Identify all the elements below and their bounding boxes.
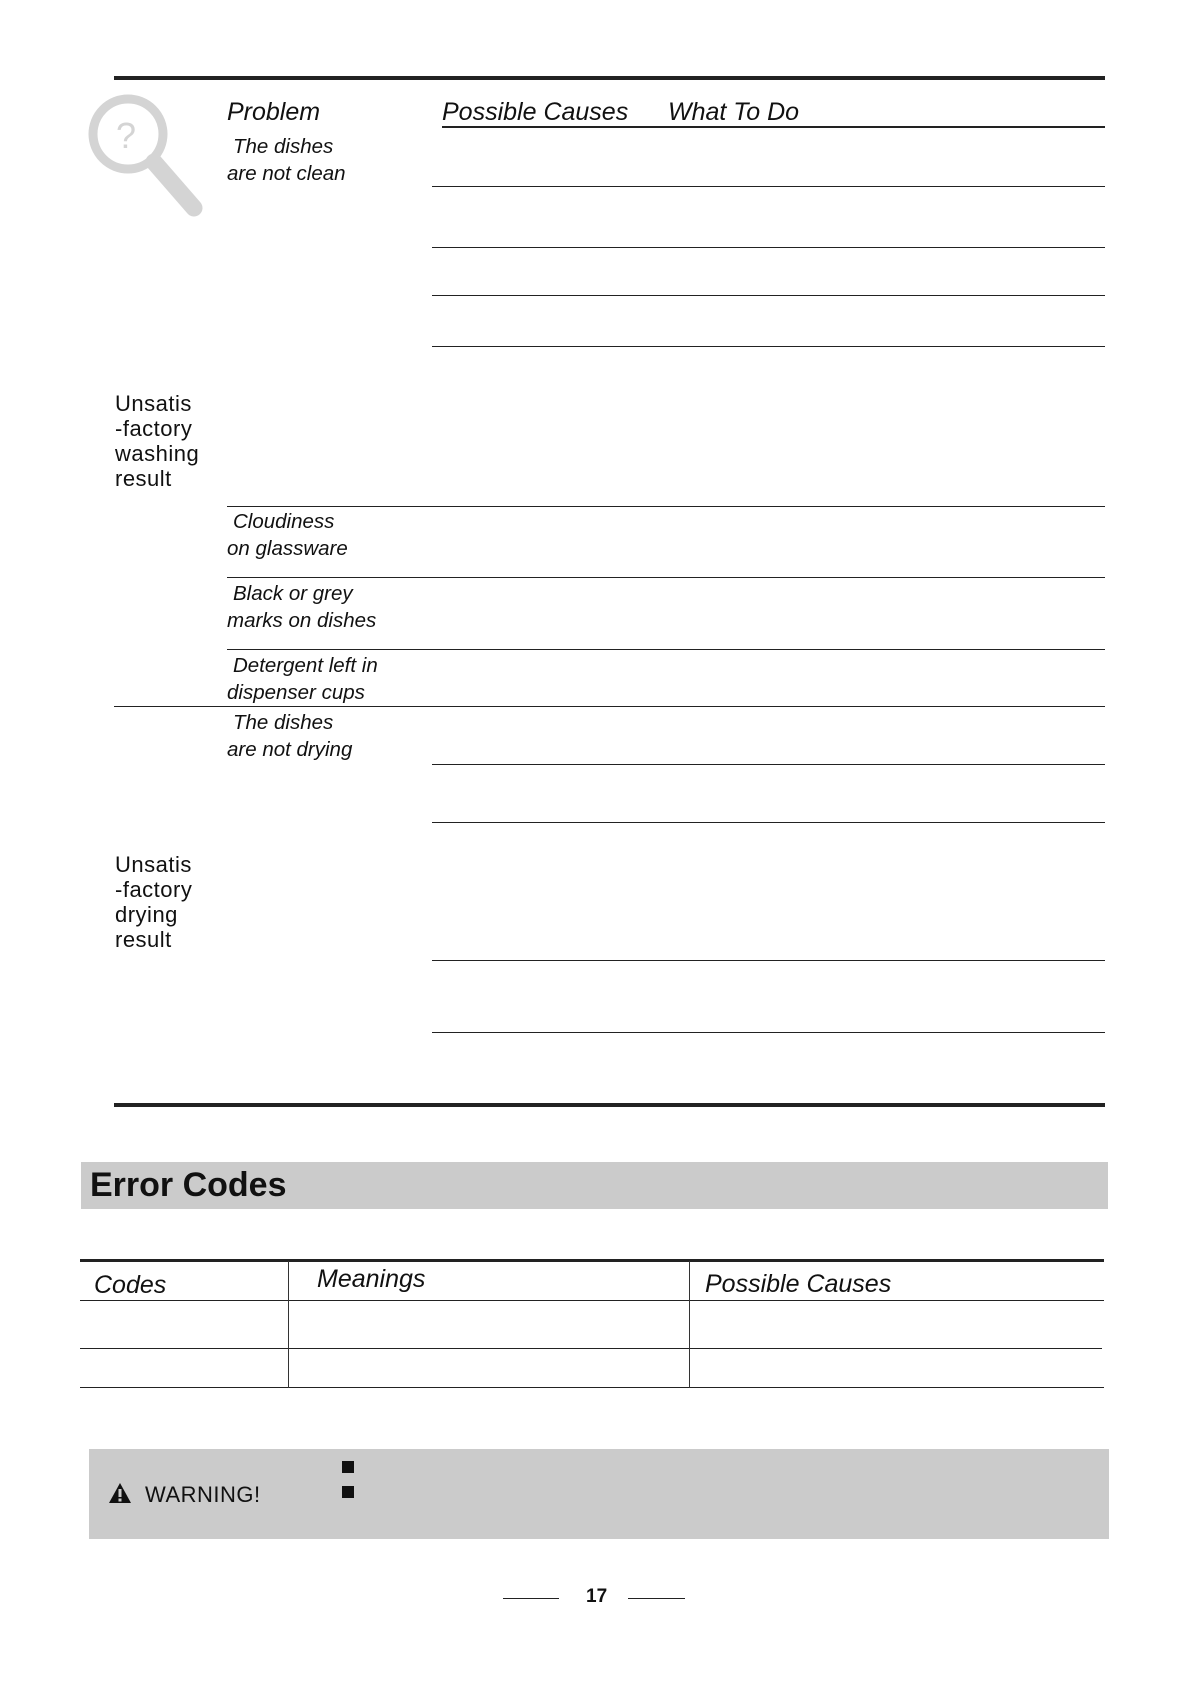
warning-label: WARNING! xyxy=(145,1482,261,1507)
cause-row-rule xyxy=(432,764,1105,765)
header-problem: Problem xyxy=(227,98,321,126)
category-washing: Unsatis -factory washing result xyxy=(115,391,200,491)
cause-row-rule xyxy=(432,346,1105,347)
page-number-rule-left xyxy=(503,1598,559,1599)
error-header-meanings: Meanings xyxy=(317,1265,426,1293)
svg-text:?: ? xyxy=(116,115,137,156)
cause-row-rule xyxy=(432,822,1105,823)
header-what-to-do: What To Do xyxy=(668,98,800,126)
error-table-rule xyxy=(80,1348,1102,1349)
header-possible-causes: Possible Causes xyxy=(442,98,629,126)
warning-icon xyxy=(108,1482,132,1504)
category-drying: Unsatis -factory drying result xyxy=(115,852,193,952)
problem-row-rule xyxy=(227,577,1105,578)
cause-row-rule xyxy=(432,247,1105,248)
error-table-top-rule xyxy=(80,1259,1104,1262)
page-number: 17 xyxy=(586,1586,608,1607)
problem-row-rule xyxy=(227,506,1105,507)
bullet-marker xyxy=(342,1461,354,1473)
header-rule xyxy=(442,126,1105,128)
problem-label: Cloudiness on glassware xyxy=(227,510,348,560)
error-header-possible-causes: Possible Causes xyxy=(705,1270,892,1298)
magnifier-question-icon xyxy=(86,92,206,218)
problem-label: Black or grey marks on dishes xyxy=(227,582,377,632)
problem-row-rule xyxy=(227,649,1105,650)
problem-label: Detergent left in dispenser cups xyxy=(227,654,378,704)
table-bottom-rule xyxy=(114,1103,1105,1107)
error-table-rule xyxy=(80,1387,1104,1388)
cause-row-rule xyxy=(432,960,1105,961)
cause-row-rule xyxy=(432,186,1105,187)
problem-label: The dishes are not drying xyxy=(227,711,353,761)
error-table-col-divider xyxy=(689,1261,690,1388)
bullet-marker xyxy=(342,1486,354,1498)
page-number-rule-right xyxy=(628,1598,685,1599)
table-top-rule xyxy=(114,76,1105,80)
cause-row-rule xyxy=(432,1032,1105,1033)
error-table-rule xyxy=(80,1300,1104,1301)
error-header-codes: Codes xyxy=(94,1271,167,1299)
error-codes-title: Error Codes xyxy=(90,1166,287,1204)
cause-row-rule xyxy=(432,295,1105,296)
section-rule xyxy=(114,706,1105,707)
error-table-col-divider xyxy=(288,1261,289,1388)
problem-label: The dishes are not clean xyxy=(227,135,346,185)
